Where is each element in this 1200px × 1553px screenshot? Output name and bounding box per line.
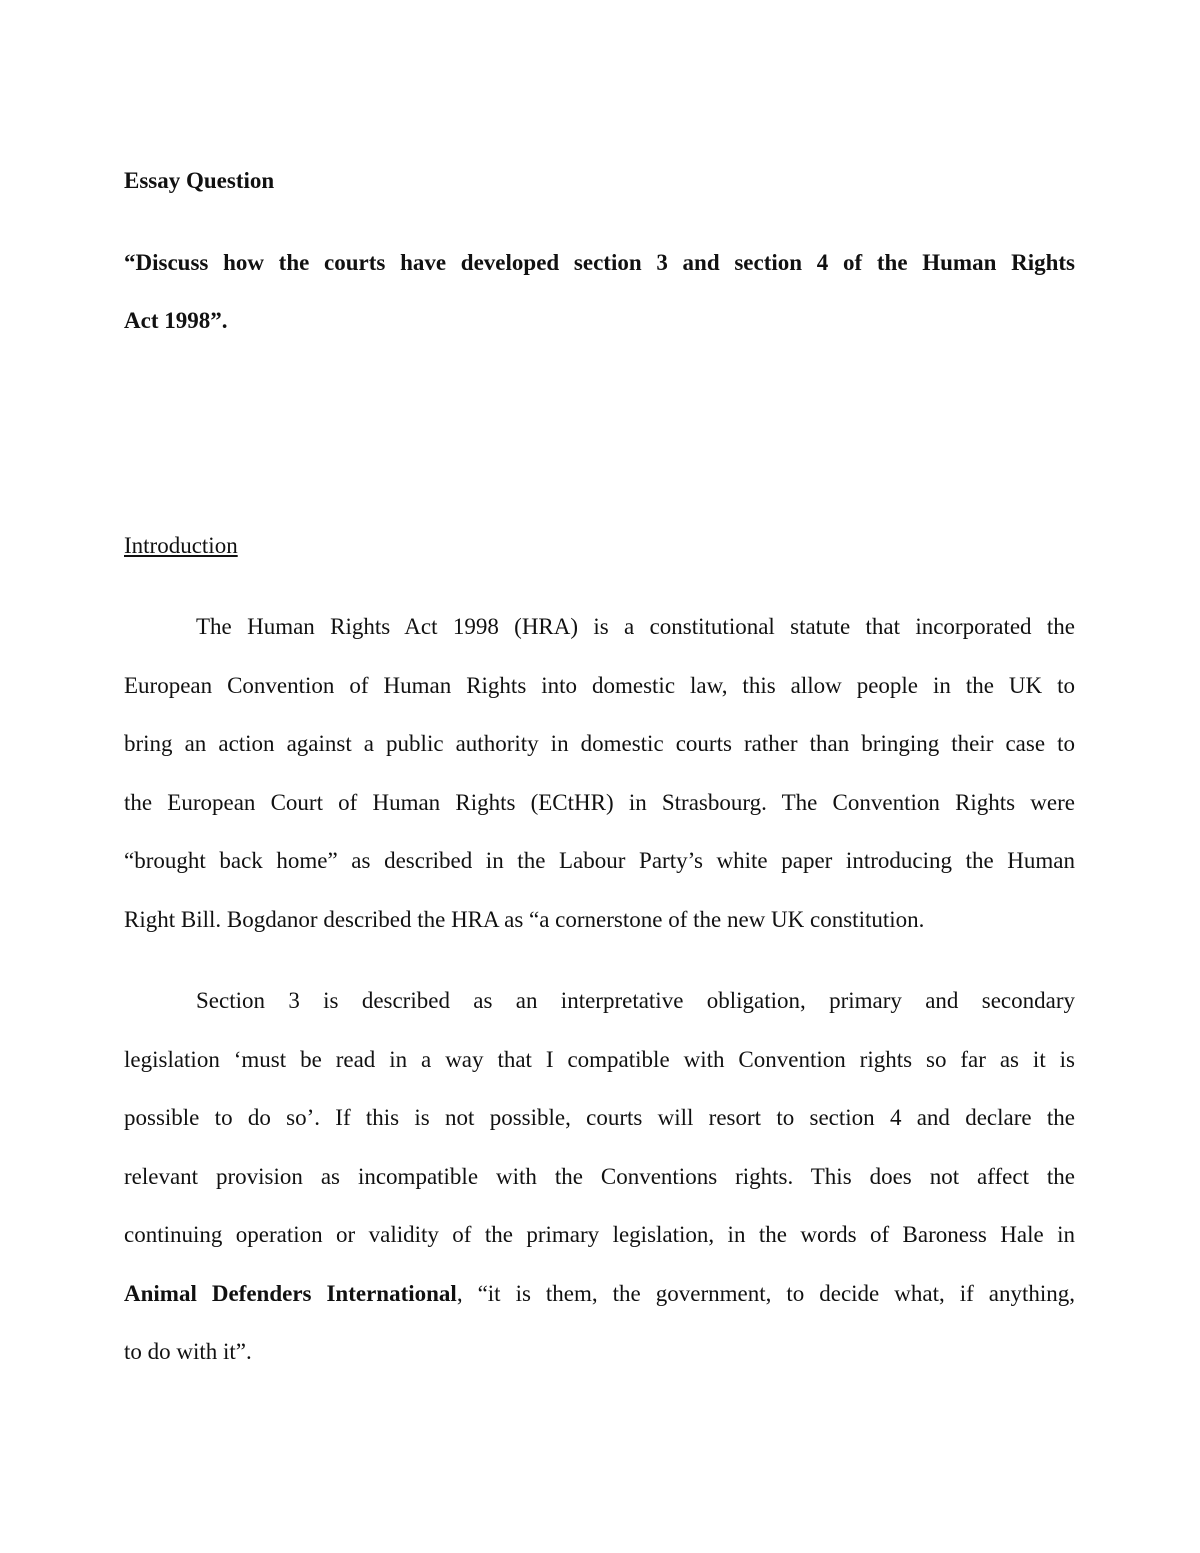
spacer bbox=[124, 960, 1075, 983]
introduction-paragraph-2 bbox=[124, 983, 1075, 1393]
paragraph-line: to do with it”. bbox=[124, 1339, 252, 1364]
introduction-paragraph-1 bbox=[124, 609, 1075, 960]
paragraph-line: “brought back home” as described in the Labour Party’s white paper introducing the Human bbox=[124, 848, 1075, 873]
paragraph-line: The Human Rights Act 1998 (HRA) is a constitutional statute that incorporated the bbox=[196, 614, 1075, 639]
document-content bbox=[124, 163, 1075, 1393]
paragraph-line: legislation ‘must be read in a way that I compatible with Convention rights so far as it is bbox=[124, 1046, 1075, 1072]
paragraph-line: Section 3 is described as an interpretative obligation, primary and secondary bbox=[196, 988, 1075, 1013]
spacer bbox=[124, 362, 1075, 528]
paragraph-line: possible to do so’. If this is not possible, courts will resort to section 4 and declare the bbox=[124, 1105, 1075, 1130]
paragraph-line: the European Court of Human Rights (ECtHR) in Strasbourg. The Convention Rights were bbox=[124, 789, 1075, 815]
paragraph-line: bring an action against a public authority in domestic courts rather than bringing their case to bbox=[124, 731, 1075, 756]
paragraph-line: relevant provision as incompatible with the Conventions rights. This does not affect the bbox=[124, 1163, 1075, 1189]
paragraph-line: European Convention of Human Rights into domestic law, this allow people in the UK to bbox=[124, 672, 1075, 698]
question-line: “Discuss how the courts have developed section 3 and section 4 of the Human Rights bbox=[124, 249, 1075, 275]
question-line: Act 1998”. bbox=[124, 308, 228, 333]
case-name: Animal Defenders International bbox=[124, 1280, 457, 1306]
spacer bbox=[124, 586, 1075, 609]
paragraph-line: Right Bill. Bogdanor described the HRA as “a cornerstone of the new UK constitution. bbox=[124, 906, 925, 932]
spacer bbox=[124, 222, 1075, 245]
section-title-introduction: Introduction bbox=[124, 532, 238, 558]
case-quote: , “it is them, the government, to decide what, if anything, bbox=[456, 1280, 1075, 1306]
paragraph-line: continuing operation or validity of the primary legislation, in the words of Baroness Hale in bbox=[124, 1222, 1075, 1247]
essay-question bbox=[124, 245, 1075, 362]
paragraph-line bbox=[124, 1276, 1075, 1335]
essay-heading: Essay Question bbox=[124, 168, 275, 193]
